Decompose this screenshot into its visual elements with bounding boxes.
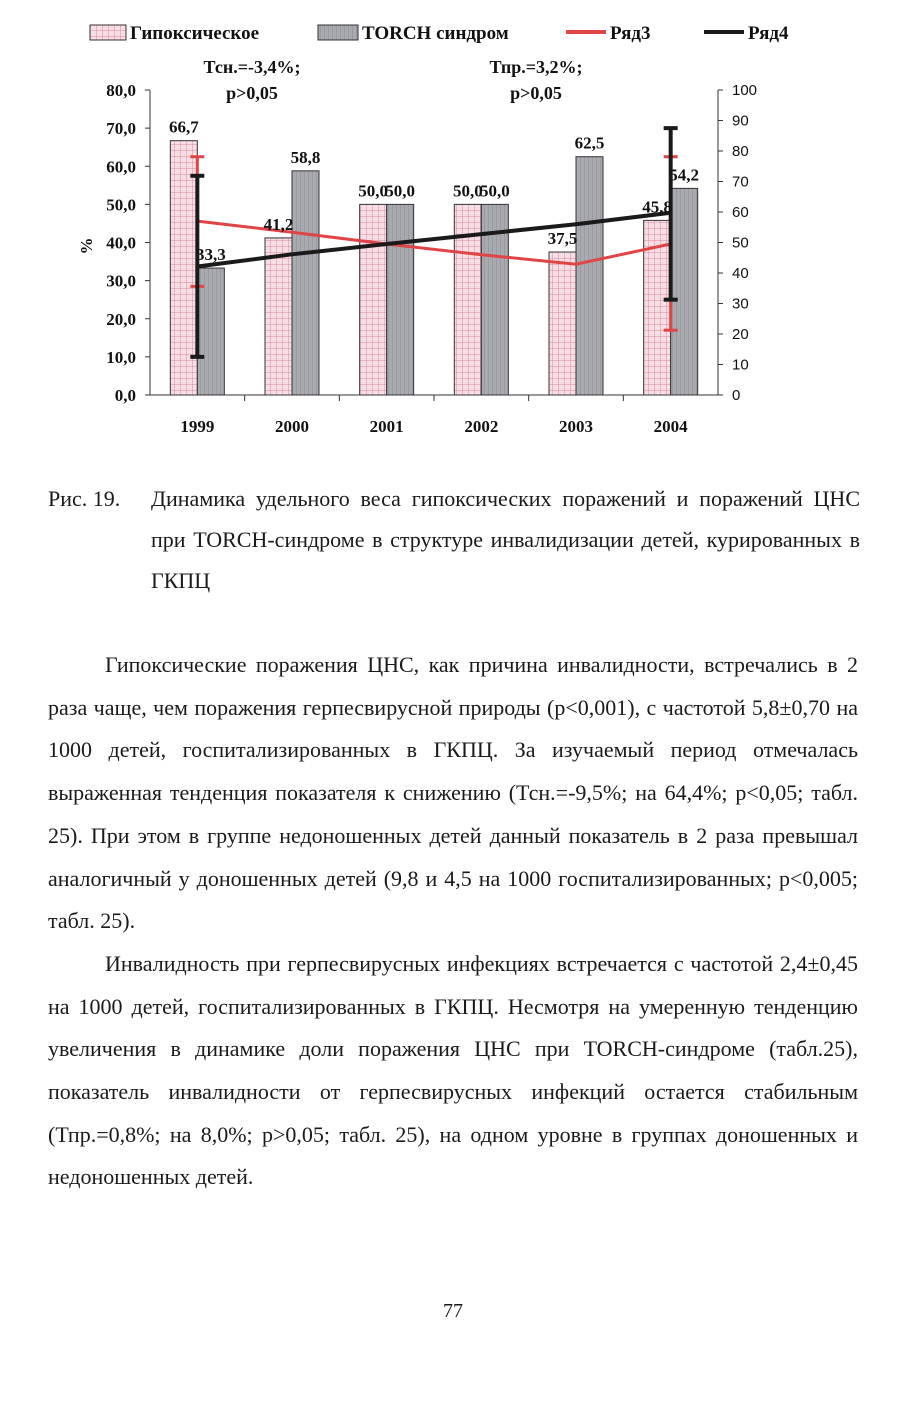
data-label-torch: 62,5 xyxy=(574,133,605,153)
y-left-tick-label: 50,0 xyxy=(106,195,136,215)
x-tick-label: 2004 xyxy=(653,417,688,436)
y-right-tick-label: 0 xyxy=(732,387,741,404)
data-label-hypoxic: 41,2 xyxy=(263,214,294,234)
bar-torch xyxy=(292,171,319,395)
bar-hypoxic xyxy=(360,204,387,395)
y-left-tick-label: 20,0 xyxy=(106,309,136,329)
y-left-tick-label: 70,0 xyxy=(106,119,136,139)
chart-annotations xyxy=(204,57,583,103)
body-text xyxy=(48,644,858,1199)
legend-label: TORCH синдром xyxy=(362,23,509,44)
data-label-hypoxic: 37,5 xyxy=(547,229,578,249)
chart-lines xyxy=(190,128,677,357)
data-label-torch: 54,2 xyxy=(669,165,700,185)
y-right-tick-label: 90 xyxy=(732,112,749,130)
legend-swatch-hypoxic xyxy=(90,25,126,40)
bar-torch xyxy=(387,204,414,395)
y-right-tick-label: 20 xyxy=(732,326,749,343)
y-left-tick-label: 10,0 xyxy=(106,347,136,367)
data-label-hypoxic: 50,0 xyxy=(358,181,389,201)
y-left-tick-label: 30,0 xyxy=(106,271,136,291)
y-right-tick-label: 50 xyxy=(732,234,749,252)
y-right-tick-label: 100 xyxy=(732,82,758,99)
y-right-tick-label: 10 xyxy=(732,356,749,374)
data-label-torch: 33,3 xyxy=(195,245,226,265)
legend-swatch-torch xyxy=(318,25,358,40)
y-right-tick-label: 60 xyxy=(732,204,749,221)
y-left-tick-label: 80,0 xyxy=(106,81,136,100)
annotation-text: Тпр.=3,2%; xyxy=(489,57,583,77)
bar-hypoxic xyxy=(549,252,576,395)
data-label-torch: 50,0 xyxy=(479,181,510,201)
figure-number: Рис. 19. xyxy=(48,486,121,511)
bar-hypoxic xyxy=(265,238,292,395)
bar-line-chart xyxy=(0,0,906,470)
legend-label: Ряд3 xyxy=(610,23,651,44)
paragraph-1: Гипоксические поражения ЦНС, как причина инвалидности, встречались в 2 раза чаще, чем поражения герпесвирусной природы (p<0,001), с частотой 5,8±0,70 на 1000 детей, госпитализированных в ГКПЦ. За изучаемый период отмечалась выраженная тенденция показателя к снижению (Тсн.=-9,5%; на 64,4%; p<0,05; табл. 25). При этом в группе недоношенных детей данный показатель в 2 раза превышал аналогичный у доношенных детей (9,8 и 4,5 на 1000 госпитализированных; p<0,005; табл. 25). xyxy=(48,652,858,934)
paragraph-2: Инвалидность при герпесвирусных инфекциях встречается с частотой 2,4±0,45 на 1000 детей, госпитализированных в ГКПЦ. Несмотря на умеренную тенденцию увеличения в динамике доли поражения ЦНС при TORCH-синдроме (табл.25), показатель инвалидности от герпесвирусных инфекций остается стабильным (Тпр.=0,8%; на 8,0%; p>0,05; табл. 25), на одном уровне в группах доношенных и недоношенных детей. xyxy=(48,950,858,1190)
y-axis-label: % xyxy=(77,237,96,255)
x-tick-label: 2003 xyxy=(559,417,593,436)
x-tick-label: 2000 xyxy=(275,417,309,436)
y-left-tick-label: 0,0 xyxy=(114,386,136,405)
chart-legend xyxy=(90,23,789,44)
x-tick-label: 1999 xyxy=(180,417,215,436)
data-label-hypoxic: 50,0 xyxy=(452,181,483,201)
y-left-tick-label: 60,0 xyxy=(106,157,136,177)
data-label-torch: 58,8 xyxy=(290,147,321,167)
chart-bars xyxy=(170,141,700,395)
annotation-text: Тсн.=-3,4%; xyxy=(203,57,301,77)
legend-label: Гипоксическое xyxy=(130,23,260,44)
data-label-torch: 50,0 xyxy=(385,181,416,201)
y-right-tick-label: 30 xyxy=(732,295,749,313)
annotation-text: p>0,05 xyxy=(510,83,562,103)
figure-caption-text: Динамика удельного веса гипоксических поражений и поражений ЦНС при TORCH-синдроме в структуре инвалидизации детей, курированных в ГКПЦ xyxy=(151,486,860,593)
y-left-tick-label: 40,0 xyxy=(106,233,136,253)
data-label-hypoxic: 45,8 xyxy=(642,197,673,217)
annotation-text: p>0,05 xyxy=(226,83,278,103)
figure-caption xyxy=(48,478,860,601)
x-tick-label: 2001 xyxy=(369,417,404,436)
chart-data-labels xyxy=(169,118,699,264)
x-tick-label: 2002 xyxy=(464,417,499,436)
legend-label: Ряд4 xyxy=(748,23,789,44)
bar-torch xyxy=(576,157,603,395)
data-label-hypoxic: 66,7 xyxy=(168,117,199,137)
y-right-tick-label: 80 xyxy=(732,143,749,160)
page-number: 77 xyxy=(443,1300,463,1322)
bar-torch xyxy=(671,188,698,395)
y-right-tick-label: 40 xyxy=(732,265,749,282)
y-right-tick-label: 70 xyxy=(732,173,749,191)
